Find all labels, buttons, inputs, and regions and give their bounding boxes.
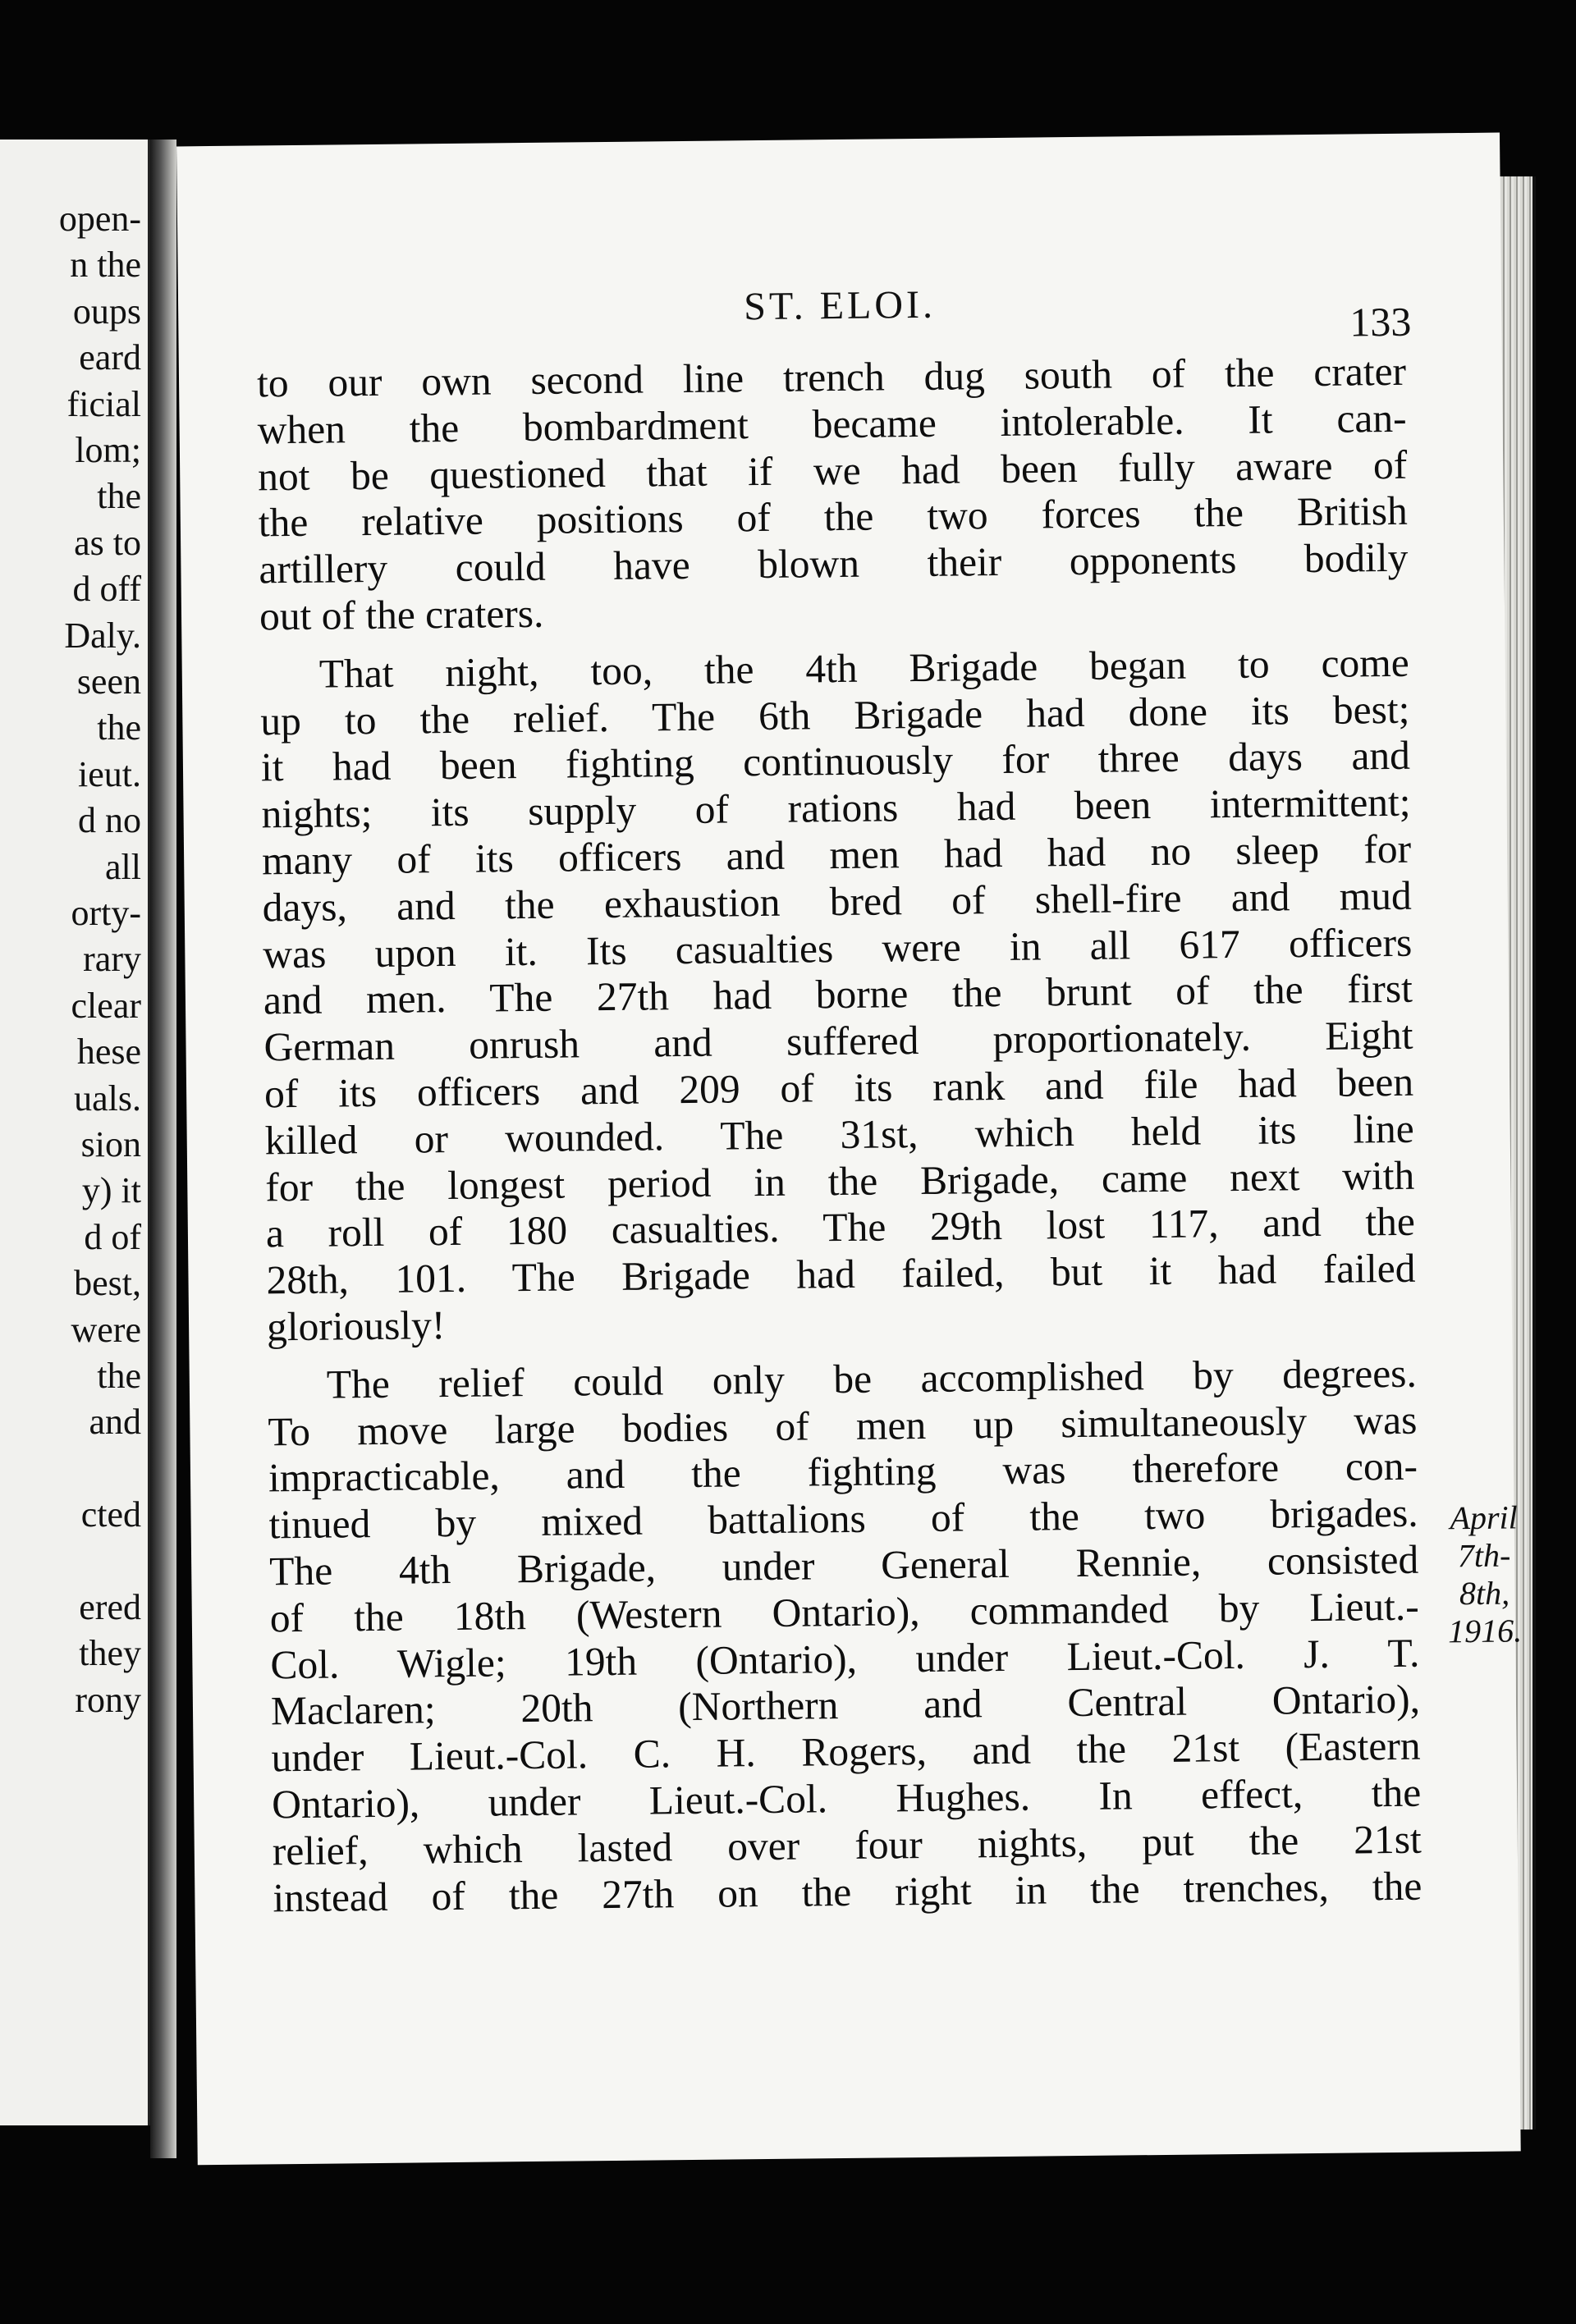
text-line: tinued by mixed battalions of the two brigades. <box>268 1489 1418 1548</box>
left-page-line-fragment: oups <box>72 290 141 332</box>
text-line: German onrush and suffered proportionately. Eight <box>263 1012 1413 1070</box>
text-line: for the longest period in the Brigade, came next with <box>265 1152 1415 1210</box>
left-page-line-fragment: all <box>105 846 141 887</box>
text-line: 28th, 101. The Brigade had failed, but it had failed <box>266 1245 1416 1303</box>
left-page-line-fragment: rony <box>75 1679 141 1720</box>
left-page-line-fragment: seen <box>76 661 141 702</box>
text-line: gloriously! <box>266 1302 446 1350</box>
text-line: out of the craters. <box>259 590 544 639</box>
text-line: it had been fighting continuously for three days and <box>260 733 1411 790</box>
text-line: The 4th Brigade, under General Rennie, consisted <box>268 1536 1419 1594</box>
left-page-line-fragment: the <box>97 476 141 517</box>
text-line: to our own second line trench dug south of the crater <box>256 348 1407 406</box>
left-page-line-fragment: eard <box>79 337 141 378</box>
text-line: Ontario), under Lieut.-Col. Hughes. In effect, the <box>271 1769 1422 1828</box>
paragraph-3 <box>268 1350 1423 1921</box>
left-page-line-fragment: open- <box>58 199 141 239</box>
left-page-line-fragment: were <box>71 1309 141 1350</box>
paragraph-2 <box>259 640 1416 1352</box>
text-line: up to the relief. The 6th Brigade had done its best; <box>260 686 1410 743</box>
left-page-line-fragment: the <box>97 707 141 748</box>
left-page-line-fragment: hese <box>76 1032 141 1073</box>
left-page-line-fragment: lom; <box>75 430 141 470</box>
margin-note-line: April <box>1450 1498 1518 1537</box>
text-line: nights; its supply of rations had been intermittent; <box>261 779 1411 837</box>
text-line: of the 18th (Western Ontario), commanded by Lieut.- <box>269 1583 1420 1641</box>
text-line: many of its officers and men had had no sleep for <box>261 826 1412 884</box>
running-head: ST. ELOI. <box>743 282 937 329</box>
text-line: To move large bodies of men up simultaneously was <box>268 1397 1418 1454</box>
left-page-line-fragment: orty- <box>71 893 141 933</box>
left-page-line-fragment: rary <box>83 939 141 980</box>
text-line: not be questioned that if we had been fully aware of <box>257 441 1408 500</box>
text-line: relief, which lasted over four nights, put the 21st <box>272 1816 1423 1874</box>
left-page-line-fragment: as to <box>74 522 141 563</box>
page-body <box>257 349 1423 1922</box>
text-line: was upon it. Its casualties were in all 617 officers <box>263 919 1413 977</box>
text-line: impracticable, and the fighting was therefore con- <box>268 1443 1418 1501</box>
margin-note-line: 1916. <box>1447 1612 1523 1650</box>
left-page-line-fragment: clear <box>71 985 141 1026</box>
left-page-line-fragment: the <box>97 1356 141 1396</box>
text-line: The relief could only be accomplished by degrees. <box>326 1350 1418 1407</box>
text-line: artillery could have blown their opponents bodily <box>259 534 1409 592</box>
paragraph-1 <box>257 349 1409 640</box>
book-gutter <box>150 140 176 2158</box>
text-line: killed or wounded. The 31st, which held its line <box>264 1105 1414 1164</box>
text-line: Maclaren; 20th (Northern and Central Ontario), <box>270 1676 1421 1734</box>
left-page-line-fragment: and <box>89 1402 141 1443</box>
left-page-line-fragment: ered <box>79 1587 141 1627</box>
text-line: That night, too, the 4th Brigade began to come <box>318 639 1409 697</box>
left-page-line-fragment: Daly. <box>64 615 141 656</box>
margin-note-line: 8th, <box>1459 1574 1510 1613</box>
left-page-line-fragment: ieut. <box>78 753 141 794</box>
text-line: and men. The 27th had borne the brunt of the first <box>263 966 1413 1023</box>
page-number: 133 <box>1349 298 1412 345</box>
left-page-line-fragment: n the <box>70 245 141 286</box>
left-page-line-fragment: d no <box>78 800 141 841</box>
book-page <box>176 133 1521 2166</box>
left-page-line-fragment: cted <box>80 1494 141 1535</box>
text-line: a roll of 180 casualties. The 29th lost 117, and the <box>265 1199 1416 1256</box>
text-line: when the bombardment became intolerable. It can- <box>257 395 1407 453</box>
text-line: instead of the 27th on the right in the trenches, the <box>273 1863 1423 1920</box>
left-page-line-fragment: d off <box>72 569 141 610</box>
left-page-line-fragment: they <box>79 1633 141 1674</box>
left-page-line-fragment: sion <box>80 1124 141 1164</box>
text-line: of its officers and 209 of its rank and file had been <box>263 1059 1414 1117</box>
text-line: Col. Wigle; 19th (Ontario), under Lieut.-Col. J. T. <box>270 1630 1420 1687</box>
left-page-line-fragment: y) it <box>81 1170 141 1211</box>
left-page-fragment <box>0 140 150 2125</box>
left-page-line-fragment: uals. <box>74 1077 141 1119</box>
text-line: the relative positions of the two forces the British <box>258 488 1409 546</box>
left-page-line-fragment: best, <box>74 1263 141 1304</box>
text-line: days, and the exhaustion bred of shell-fire and mud <box>262 872 1412 931</box>
text-line: under Lieut.-Col. C. H. Rogers, and the 21st (Eastern <box>271 1722 1421 1781</box>
margin-date-note <box>1446 1498 1522 1650</box>
left-page-line-fragment: ficial <box>66 383 141 424</box>
margin-note-line: 7th- <box>1457 1536 1511 1575</box>
left-page-line-fragment: d of <box>84 1216 141 1257</box>
